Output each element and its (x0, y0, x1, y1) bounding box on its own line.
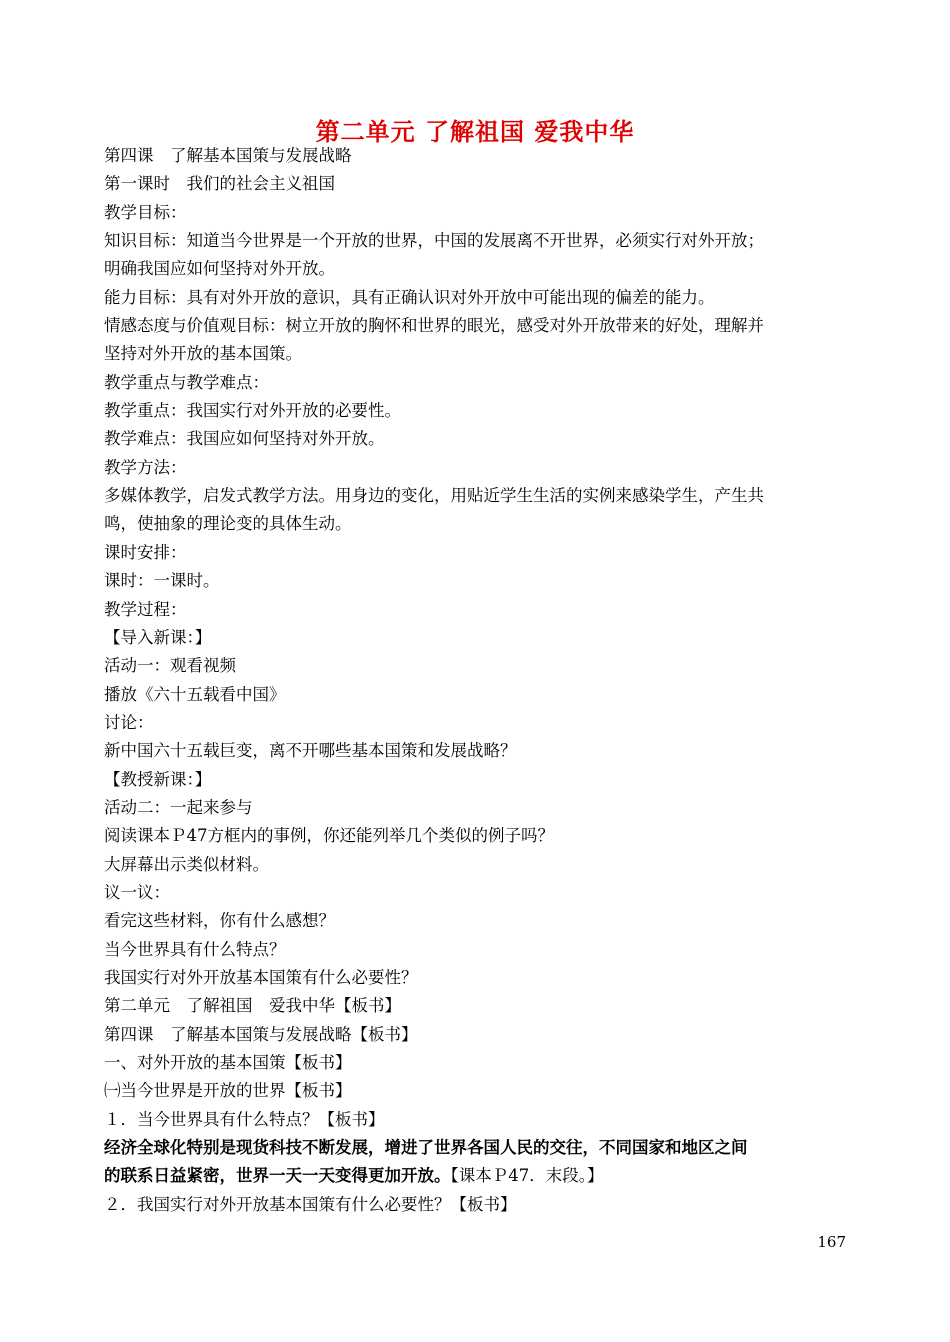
text-line: 教学目标： (104, 202, 187, 222)
text-line: 明确我国应如何坚持对外开放。 (104, 259, 335, 279)
text-line: 【导入新课：】 (104, 627, 212, 647)
text-line: 情感态度与价值观目标：树立开放的胸怀和世界的眼光，感受对外开放带来的好处，理解并 (104, 316, 764, 336)
page-number: 167 (817, 1233, 846, 1251)
text-line: 第一课时 我们的社会主义祖国 (104, 174, 335, 194)
text-line: 课时安排： (104, 542, 187, 562)
text-line: 教学重点：我国实行对外开放的必要性。 (104, 401, 401, 421)
text-line: 当今世界具有什么特点？ (104, 939, 286, 959)
text-line: 教学过程： (104, 599, 187, 619)
text-line: 阅读课本Ｐ47方框内的事例，你还能列举几个类似的例子吗？ (104, 826, 554, 846)
mixed-text-line (104, 1162, 849, 1190)
text-line: 能力目标：具有对外开放的意识，具有正确认识对外开放中可能出现的偏差的能力。 (104, 287, 715, 307)
text-line: 活动一：观看视频 (104, 656, 236, 676)
text-line: １．当今世界具有什么特点？【板书】 (104, 1109, 385, 1129)
text-line: 课时：一课时。 (104, 571, 220, 591)
text-line: 鸣，使抽象的理论变的具体生动。 (104, 514, 352, 534)
text-line: 坚持对外开放的基本国策。 (104, 344, 302, 364)
text-line: 看完这些材料，你有什么感想？ (104, 911, 335, 931)
text-line: 一、对外开放的基本国策【板书】 (104, 1053, 352, 1072)
bold-text-fragment: 的联系日益紧密，世界一天一天变得更加开放。 (104, 1166, 451, 1186)
text-line: 第二单元 了解祖国 爱我中华【板书】 (104, 996, 401, 1016)
text-line: 议一议： (104, 882, 170, 902)
document-body (104, 142, 849, 1219)
text-line: 大屏幕出示类似材料。 (104, 854, 269, 874)
text-line: ㈠当今世界是开放的世界【板书】 (104, 1081, 352, 1101)
text-line: ２．我国实行对外开放基本国策有什么必要性？【板书】 (104, 1194, 517, 1214)
page-title: 第二单元 了解祖国 爱我中华 (315, 118, 635, 146)
text-line: 知识目标：知道当今世界是一个开放的世界，中国的发展离不开世界，必须实行对外开放； (104, 231, 764, 251)
text-line: 【教授新课：】 (104, 769, 212, 789)
text-line: 教学方法： (104, 457, 187, 477)
bold-text-line: 经济全球化特别是现货科技不断发展，增进了世界各国人民的交往，不同国家和地区之间 (104, 1138, 748, 1158)
text-line: 活动二：一起来参与 (104, 797, 253, 817)
text-line: 播放《六十五载看中国》 (104, 684, 286, 704)
textbook-reference: 【课本Ｐ47．末段。】 (450, 1166, 604, 1186)
text-line: 第四课 了解基本国策与发展战略【板书】 (104, 1024, 418, 1044)
text-line: 教学难点：我国应如何坚持对外开放。 (104, 429, 385, 449)
text-line: 讨论： (104, 712, 154, 732)
text-line: 新中国六十五载巨变，离不开哪些基本国策和发展战略？ (104, 741, 517, 761)
text-line: 第四课 了解基本国策与发展战略 (104, 146, 352, 165)
text-line: 我国实行对外开放基本国策有什么必要性？ (104, 967, 418, 987)
text-line: 教学重点与教学难点： (104, 372, 269, 392)
text-line: 多媒体教学，启发式教学方法。用身边的变化，用贴近学生生活的实例来感染学生，产生共 (104, 486, 764, 506)
